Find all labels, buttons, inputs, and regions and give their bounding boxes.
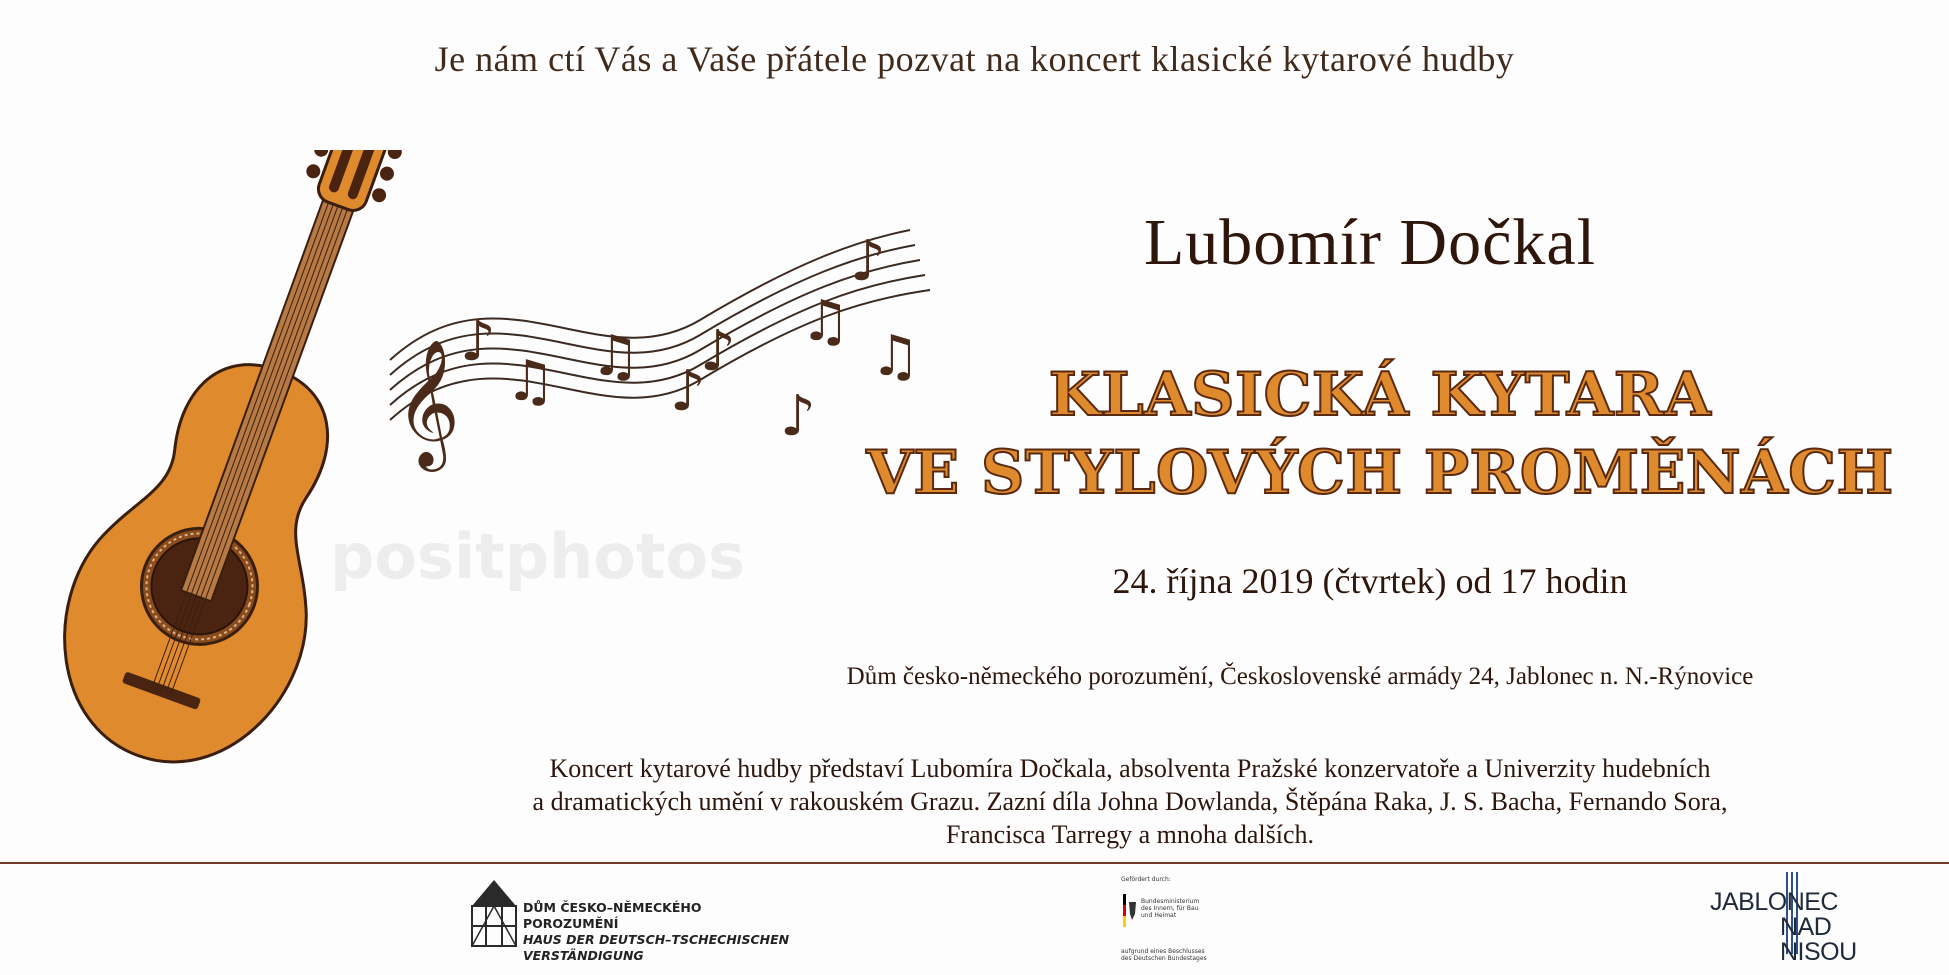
description-line: Koncert kytarové hudby představí Lubomíra Dočkala, absolventa Pražské konzervatoře a Univerzity hudebních (549, 754, 1711, 783)
ministry-note (1121, 948, 1207, 962)
description-line: Francisca Tarregy a mnoha dalších. (945, 820, 1315, 849)
dum-logo-line3: VERSTÄNDIGUNG (523, 948, 644, 963)
jablonec-line1: JABLONEC (1710, 888, 1838, 916)
dum-logo-line2: HAUS DER DEUTSCH–TSCHECHISCHEN (523, 932, 790, 947)
ministry-name (1141, 898, 1199, 919)
concert-date: 24. října 2019 (čtvrtek) od 17 hodin (1112, 561, 1628, 601)
concert-title-line1: KLASICKÁ KYTARA (1048, 360, 1712, 430)
svg-text:♫: ♫ (505, 349, 556, 414)
svg-text:♪: ♪ (670, 359, 706, 424)
performer-name: Lubomír Dočkal (1143, 206, 1597, 279)
ministry-note2: des Deutschen Bundestages (1121, 955, 1207, 962)
ministry-line1: Bundesministerium (1141, 898, 1200, 905)
svg-text:♫: ♫ (870, 324, 921, 389)
watermark-text: positphotos (330, 520, 746, 593)
svg-text:♪: ♪ (780, 384, 816, 449)
svg-text:♪: ♪ (700, 319, 736, 384)
dum-porozumeni-logo (470, 878, 790, 963)
description-line: a dramatických umění v rakouském Grazu. Zazní díla Johna Dowlanda, Štěpána Raka, J. S. Bacha, Fernando Sora, (532, 787, 1728, 816)
footer-divider (0, 862, 1949, 864)
jablonec-logo (1710, 870, 1860, 966)
jablonec-logo-text (1710, 890, 1857, 965)
ministry-line2: des Innern, für Bau (1141, 905, 1199, 912)
dum-logo-line1: DŮM ČESKO–NĚMECKÉHO POROZUMĚNÍ (523, 900, 702, 931)
house-icon (470, 878, 518, 950)
invitation-text: Je nám ctí Vás a Vaše přátele pozvat na koncert klasické kytarové hudby (434, 39, 1515, 79)
ministry-note1: aufgrund eines Beschlusses (1121, 948, 1205, 955)
ministry-line3: und Heimat (1141, 912, 1177, 919)
funded-by-label: Gefördert durch: (1121, 876, 1171, 883)
jablonec-line2: NAD (1780, 913, 1832, 941)
jablonec-line3: NISOU (1780, 938, 1857, 966)
svg-text:♫: ♫ (590, 324, 641, 389)
svg-text:♪: ♪ (850, 229, 886, 294)
concert-venue: Dům česko-německého porozumění, Československé armády 24, Jablonec n. N.-Rýnovice (846, 663, 1754, 690)
svg-text:♫: ♫ (800, 289, 851, 354)
svg-text:𝄞: 𝄞 (395, 338, 461, 466)
concert-description (380, 752, 1880, 851)
dum-logo-text (523, 900, 790, 964)
concert-title-line2: VE STYLOVÝCH PROMĚNÁCH (866, 438, 1894, 508)
german-eagle-flag-icon (1123, 894, 1137, 928)
svg-text:♪: ♪ (460, 309, 496, 374)
bundesministerium-logo (1121, 876, 1221, 966)
